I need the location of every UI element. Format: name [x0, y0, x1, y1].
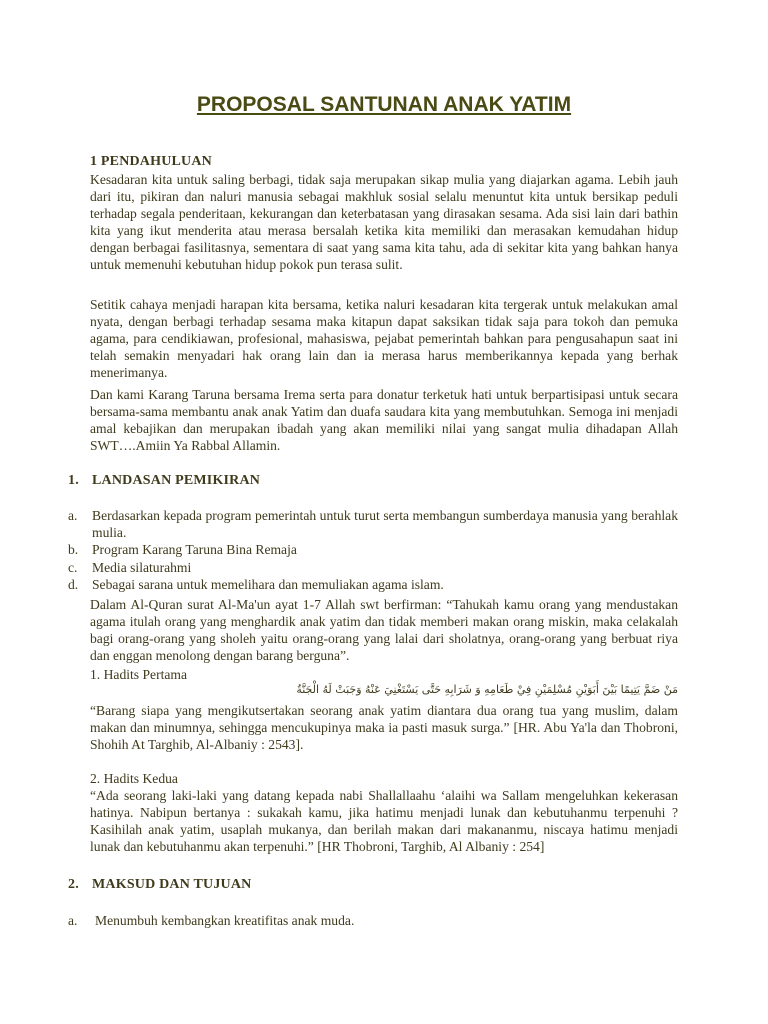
- list-marker: a.: [68, 913, 78, 928]
- section-heading-landasan: LANDASAN PEMIKIRAN: [92, 473, 261, 488]
- list-marker: a.: [68, 508, 78, 523]
- section-number-landasan: 1.: [68, 473, 79, 488]
- list-item: [68, 559, 678, 576]
- intro-paragraph-1: Kesadaran kita untuk saling berbagi, tidak saja merupakan sikap mulia yang diajarkan agama. Lebih jauh dari itu, pikiran dan naluri manusia sebagai makhluk sosial selalu menuntut kita untuk bersikap peduli terhadap segala penderitaan, kekurangan dan keterbatasan yang dirasakan sesama. Ada sisi lain dari bathin kita yang ikut menderita atau merasa bersalah ketika kita memiliki dan merasakan kemudahan hidup dengan berbagai fasilitasnya, sementara di saat yang sama kita tahu, ada di sekitar kita yang bahkan hanya untuk memenuhi kebutuhan hidup pokok pun terasa sulit.: [90, 172, 678, 272]
- list-item-text: Menumbuh kembangkan kreatifitas anak muda.: [95, 913, 355, 928]
- hadith-2-translation: “Ada seorang laki-laki yang datang kepada nabi Shallallaahu ‘alaihi wa Sallam mengeluhkan kekerasan hatinya. Nabipun bertanya : sukakah kamu, jika hatimu menjadi lunak dan kebutuhanmu terpenuhi ? Kasihilah anak yatim, usaplah mukanya, dan berilah makan dari makananmu, niscaya hatimu menjadi lunak dan kebutuhanmu akan terpenuhi.” [HR Thobroni, Targhib, Al Albaniy : 254]: [90, 788, 678, 854]
- intro-paragraph-3: Dan kami Karang Taruna bersama Irema serta para donatur terketuk hati untuk berpartisipasi untuk secara bersama-sama membantu anak anak Yatim dan duafa saudara kita yang membutuhkan. Semoga ini menjadi amal kebajikan dan merupakan ibadah yang akan memiliki nilai yang sangat mulia dihadapan Allah SWT….Amiin Ya Rabbal Allamin.: [90, 387, 678, 453]
- quran-paragraph: Dalam Al-Quran surat Al-Ma'un ayat 1-7 Allah swt berfirman: “Tahukah kamu orang yang mendustakan agama itulah orang yang menghardik anak yatim dan tidak memberi makan orang miskin, maka celakalah bagi orang-orang yang sholeh yaitu orang-orang yang lalai dari sholatnya, orang-orang yang berbuat riya dan enggan menolong dengan barang berguna”.: [90, 597, 678, 663]
- list-item: [68, 507, 678, 541]
- list-item: [68, 912, 678, 929]
- section-heading-pendahuluan: 1 PENDAHULUAN: [90, 154, 212, 169]
- list-item-text: Program Karang Taruna Bina Remaja: [92, 542, 297, 557]
- hadith-2-label: 2. Hadits Kedua: [90, 771, 178, 786]
- list-marker: c.: [68, 560, 78, 575]
- list-item-text: Sebagai sarana untuk memelihara dan memuliakan agama islam.: [92, 577, 444, 592]
- section-heading-maksud: MAKSUD DAN TUJUAN: [92, 877, 252, 892]
- document-title: PROPOSAL SANTUNAN ANAK YATIM: [196, 93, 572, 116]
- list-item-text: Media silaturahmi: [92, 560, 192, 575]
- hadith-1-translation: “Barang siapa yang mengikutsertakan seorang anak yatim diantara dua orang tua yang muslim, dalam makan dan minumnya, sehingga mencukupinya maka ia pasti masuk surga.” [HR. Abu Ya'la dan Thobroni, Shohih At Targhib, Al-Albaniy : 2543].: [90, 703, 678, 752]
- list-item-text: Berdasarkan kepada program pemerintah untuk turut serta membangun sumberdaya manusia yang berahlak mulia.: [92, 508, 678, 540]
- hadith-1-arabic-text: مَنْ ضَمَّ يَتِيمًا بَيْنَ أَبَوَيْنِ مُسْلِمَيْنِ فِيْ طَعَامِهِ وَ شَرَابِهِ حَتَّى يَسْتَغْنِيَ عَنْهُ وَجَبَتْ لَهُ الْجَنَّةُ: [296, 683, 678, 696]
- list-item: [68, 541, 678, 558]
- list-marker: b.: [68, 542, 79, 557]
- list-marker: d.: [68, 577, 79, 592]
- section-number-maksud: 2.: [68, 877, 79, 892]
- hadith-1-label: 1. Hadits Pertama: [90, 667, 188, 682]
- list-item: [68, 576, 678, 593]
- intro-paragraph-2: Setitik cahaya menjadi harapan kita bersama, ketika naluri kesadaran kita tergerak untuk melakukan amal nyata, dengan berbagi terhadap sesama maka kitapun dapat saksikan tidak saja para tokoh dan pemuka agama, para cendikiawan, profesional, mahasiswa, pejabat pemerintah bahkan para pengusahapun saat ini telah semakin menyadari hak orang lain dan ia merasa harus memberikannya kepada yang berhak menerimanya.: [90, 297, 678, 380]
